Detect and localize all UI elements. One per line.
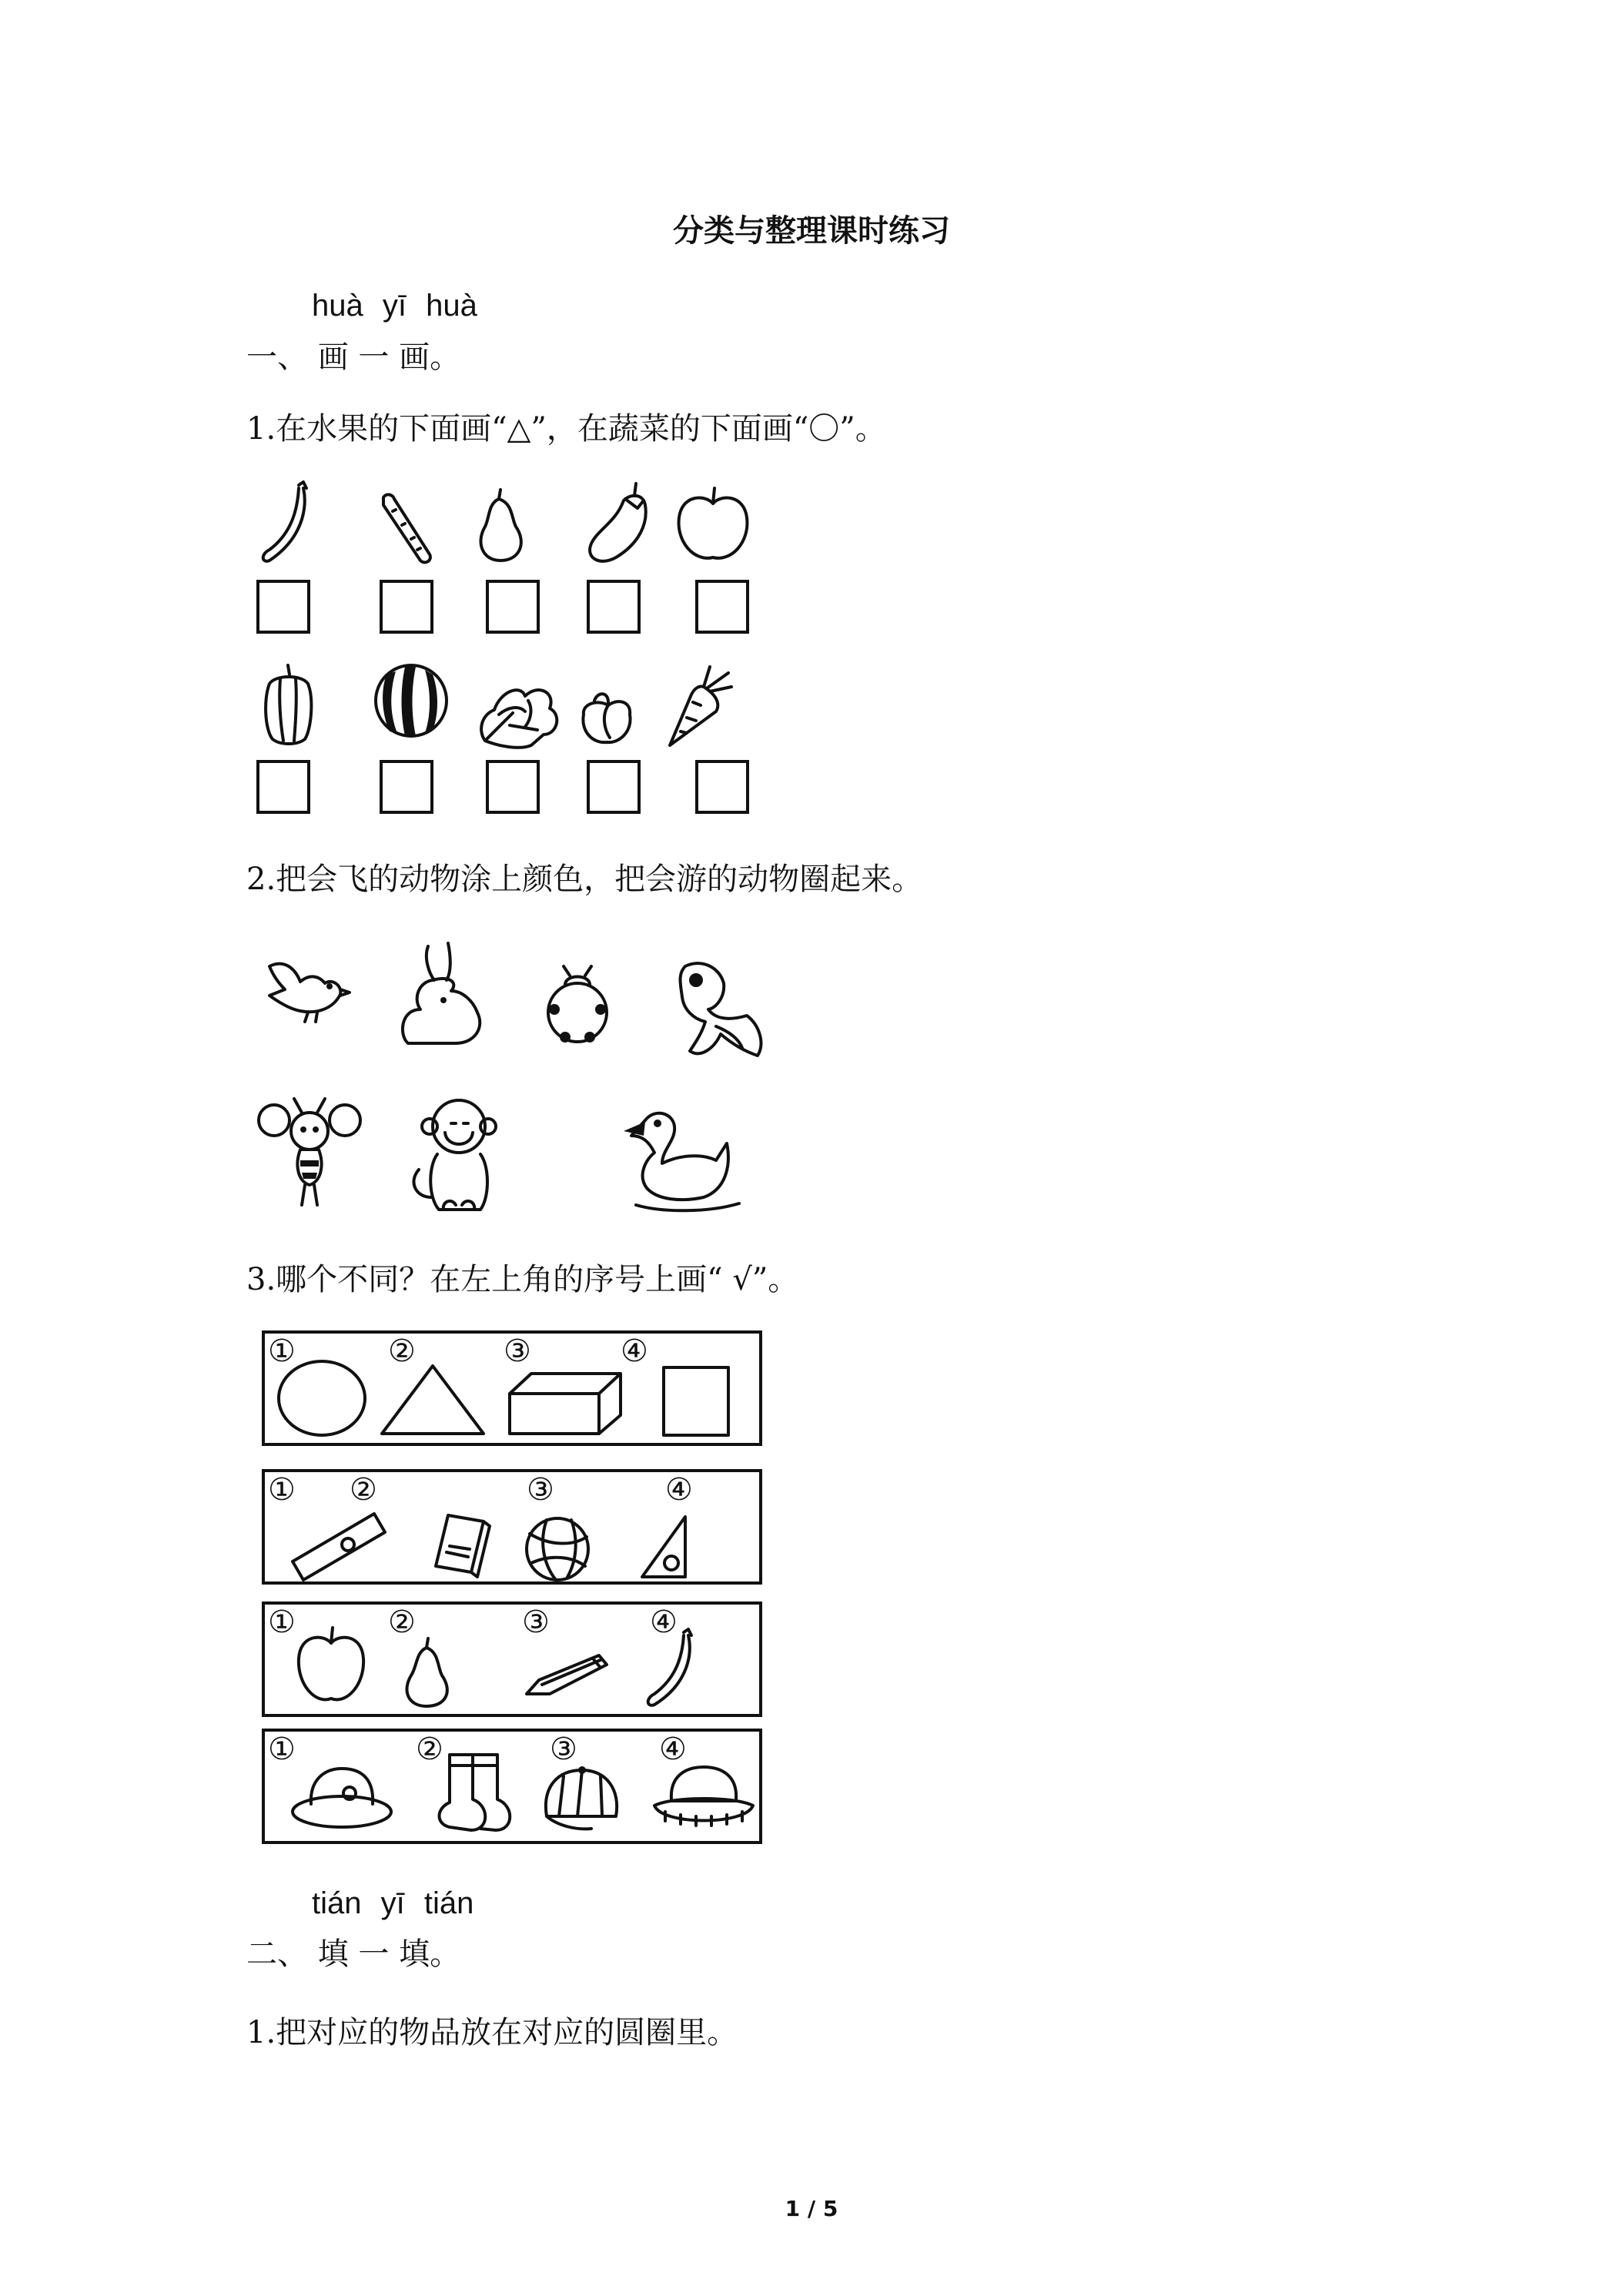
ladybug-icon xyxy=(548,966,607,1043)
q3-group-2 xyxy=(262,1469,762,1585)
answer-box[interactable] xyxy=(587,760,641,814)
q3-group-4 xyxy=(262,1729,762,1844)
q3-group-3 xyxy=(262,1602,762,1717)
section2-heading: 二、 填 一 填。 xyxy=(246,1936,461,1972)
apple-icon xyxy=(679,488,748,558)
q2-row1-animals xyxy=(254,935,808,1066)
option-number[interactable]: ② xyxy=(350,1472,377,1508)
option-number[interactable]: ③ xyxy=(522,1605,550,1640)
pear-icon xyxy=(407,1638,447,1706)
pear-icon xyxy=(480,490,520,561)
q1-instruction: 1.在水果的下面画“△”，在蔬菜的下面画“〇”。 xyxy=(246,411,886,447)
goldfish-icon xyxy=(681,963,761,1056)
ellipse-icon xyxy=(279,1361,365,1435)
apple-icon xyxy=(299,1628,363,1699)
cucumber-icon xyxy=(383,494,430,562)
bee-icon xyxy=(259,1099,360,1205)
option-number[interactable]: ② xyxy=(416,1732,443,1767)
bell-pepper-icon xyxy=(266,665,311,744)
option-number[interactable]: ④ xyxy=(621,1334,648,1369)
triangle-icon xyxy=(382,1366,484,1434)
q2-instruction: 2.把会飞的动物涂上颜色，把会游的动物圈起来。 xyxy=(246,862,923,897)
answer-box[interactable] xyxy=(380,580,433,634)
duck-icon xyxy=(624,1113,739,1211)
answer-box[interactable] xyxy=(486,580,540,634)
bird-icon xyxy=(269,964,350,1022)
option-number[interactable]: ③ xyxy=(527,1472,554,1508)
ball-icon xyxy=(527,1518,588,1580)
answer-box[interactable] xyxy=(380,760,433,814)
option-number[interactable]: ① xyxy=(268,1732,296,1767)
banana-icon xyxy=(648,1629,691,1705)
section1-heading: 一、 画 一 画。 xyxy=(246,340,461,375)
option-number[interactable]: ① xyxy=(268,1605,296,1640)
pencil-icon xyxy=(527,1655,607,1694)
banana-icon xyxy=(263,482,306,561)
ruler-icon xyxy=(293,1514,385,1580)
book-icon xyxy=(436,1515,490,1577)
option-number[interactable]: ③ xyxy=(550,1732,577,1767)
monkey-icon xyxy=(413,1100,496,1210)
q2-row2-animals xyxy=(254,1089,808,1220)
page-number: 1 / 5 xyxy=(785,2196,838,2221)
q3-group-1 xyxy=(262,1330,762,1446)
option-number[interactable]: ③ xyxy=(504,1334,531,1369)
q1-row2-pictures xyxy=(254,661,793,753)
answer-box[interactable] xyxy=(695,580,749,634)
option-number[interactable]: ④ xyxy=(665,1472,693,1508)
hat-icon xyxy=(293,1769,391,1827)
q1-row1-pictures xyxy=(254,477,793,570)
section2-pinyin: tián yī tián xyxy=(312,1886,474,1920)
square-icon xyxy=(664,1367,728,1435)
answer-box[interactable] xyxy=(256,580,310,634)
option-number[interactable]: ① xyxy=(268,1334,296,1369)
rabbit-icon xyxy=(403,943,480,1043)
page-title: 分类与整理课时练习 xyxy=(673,213,950,249)
carrot-icon xyxy=(670,667,731,745)
socks-icon xyxy=(440,1755,510,1830)
set-square-icon xyxy=(642,1517,685,1577)
section1-pinyin: huà yī huà xyxy=(312,289,477,323)
peach-icon xyxy=(583,694,630,742)
cuboid-icon xyxy=(510,1374,621,1434)
sun-hat-icon xyxy=(654,1767,753,1826)
answer-box[interactable] xyxy=(587,580,641,634)
option-number[interactable]: ② xyxy=(388,1605,416,1640)
section2-q1-instruction: 1.把对应的物品放在对应的圆圈里。 xyxy=(246,2015,738,2050)
option-number[interactable]: ④ xyxy=(650,1605,678,1640)
watermelon-icon xyxy=(376,665,447,736)
answer-box[interactable] xyxy=(256,760,310,814)
option-number[interactable]: ④ xyxy=(659,1732,687,1767)
cabbage-icon xyxy=(481,690,557,748)
q3-instruction: 3.哪个不同？在左上角的序号上画“ √”。 xyxy=(246,1262,799,1297)
answer-box[interactable] xyxy=(695,760,749,814)
answer-box[interactable] xyxy=(486,760,540,814)
cap-icon xyxy=(546,1766,617,1829)
option-number[interactable]: ① xyxy=(268,1472,296,1508)
eggplant-icon xyxy=(590,484,646,561)
option-number[interactable]: ② xyxy=(388,1334,416,1369)
